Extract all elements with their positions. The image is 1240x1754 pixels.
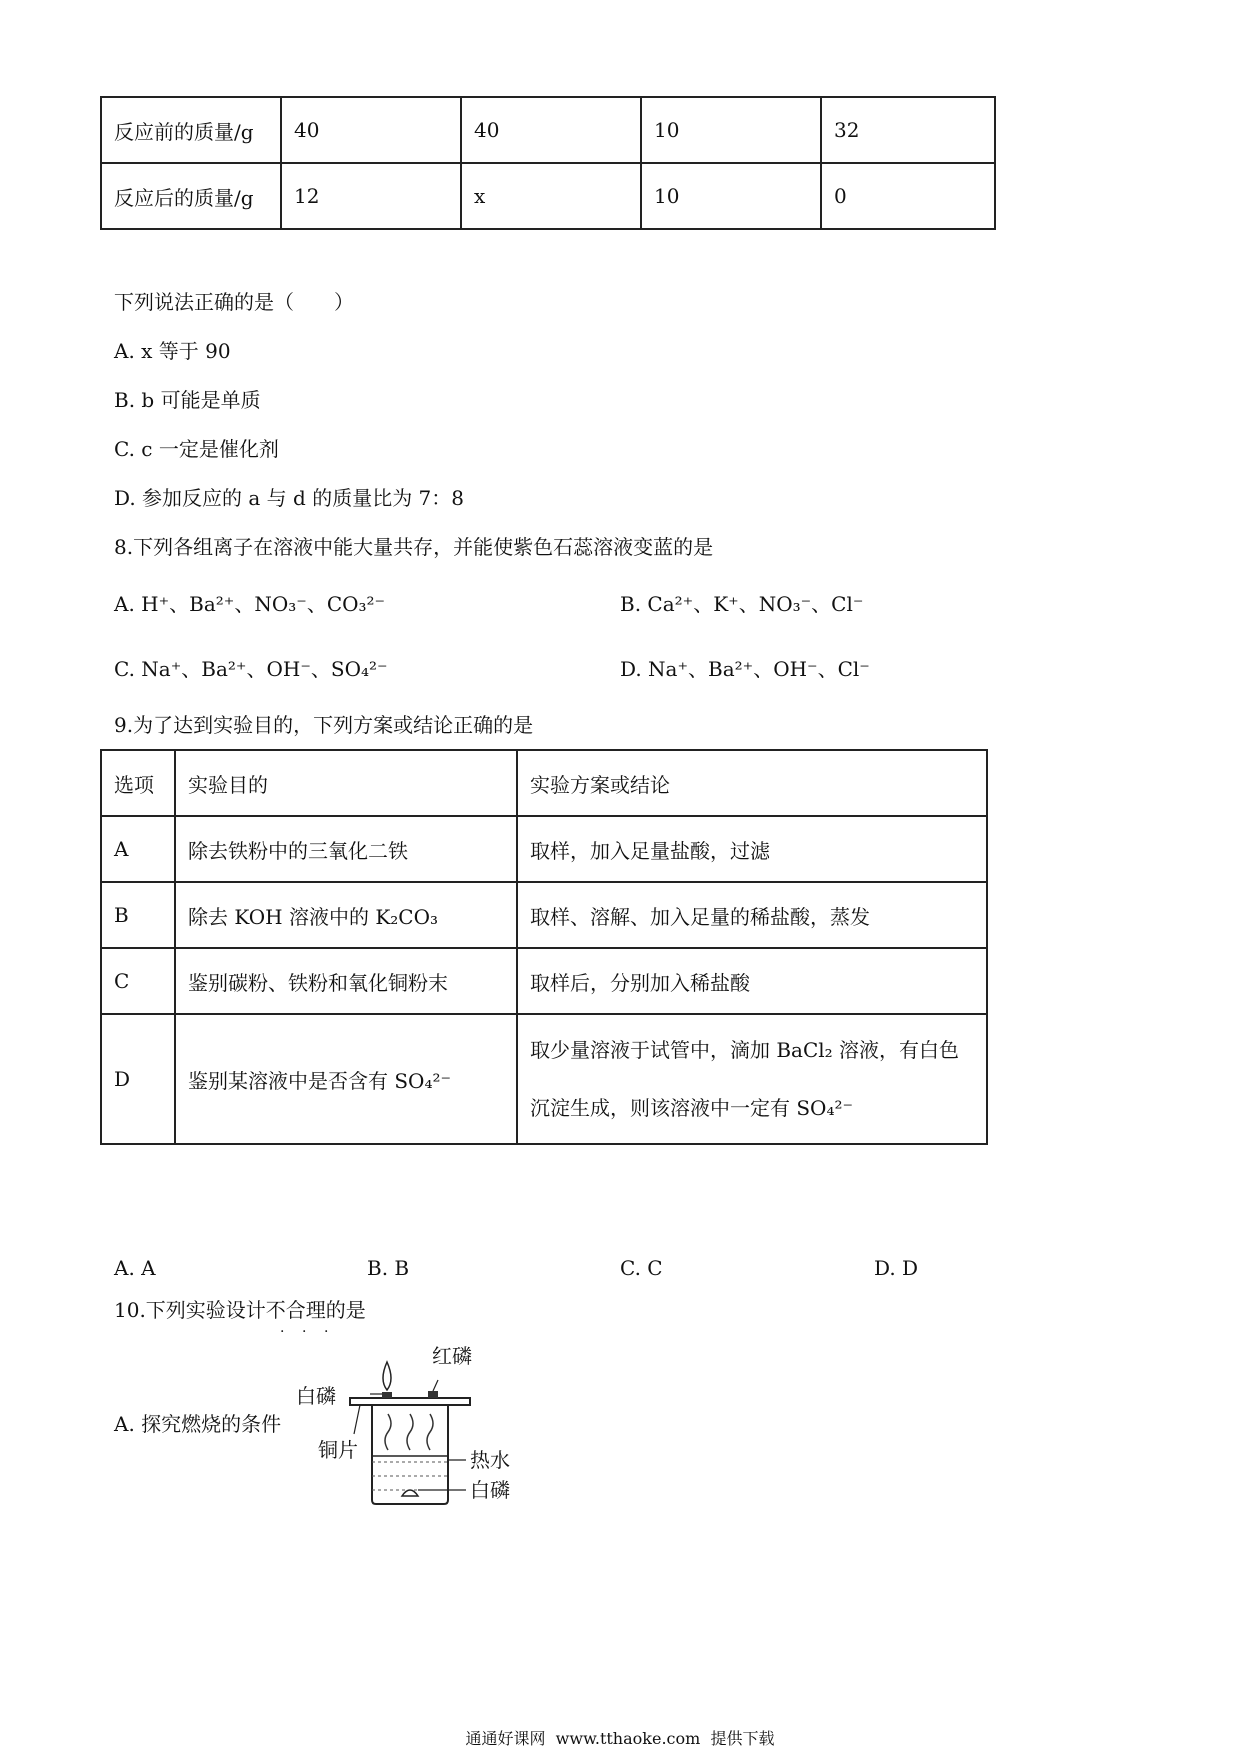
emphasis-dot: · [302,1324,307,1340]
q8-stem: 8.下列各组离子在溶液中能大量共存，并能使紫色石蕊溶液变蓝的是 [114,535,714,559]
row-option: D [101,1014,175,1144]
header-option: 选项 [101,750,175,816]
q9-stem: 9.为了达到实验目的，下列方案或结论正确的是 [114,713,534,737]
copper-plate [350,1398,470,1405]
q7-stem: 下列说法正确的是（ ） [114,290,354,314]
red-phosphorus [428,1391,438,1398]
label-copper-plate: 铜片 [318,1438,358,1462]
table-cell: 0 [821,163,995,229]
table-cell: 10 [641,163,821,229]
row-option: B [101,882,175,948]
q10-option-a: A. 探究燃烧的条件 [114,1412,282,1436]
row-plan-line1: 取少量溶液于试管中，滴加 BaCl₂ 溶液，有白色 [530,1038,960,1062]
header-goal: 实验目的 [175,750,517,816]
q9-answer-d: D. D [874,1256,919,1280]
emphasis-dot: · [324,1324,329,1340]
row-plan [517,1014,987,1144]
flame [383,1362,391,1390]
q10-stem [114,1298,366,1340]
q7-option-a: A. x 等于 90 [114,339,231,363]
q10-stem-text: 10.下列实验设计不合理的是 [114,1298,366,1322]
beaker [372,1405,448,1504]
table-cell: 12 [281,163,461,229]
steam [385,1414,391,1450]
table-cell: 10 [641,97,821,163]
header-plan: 实验方案或结论 [517,750,987,816]
q9-answer-a: A. A [114,1256,156,1280]
row-goal: 鉴别某溶液中是否含有 SO₄²⁻ [175,1014,517,1144]
q7-option-d: D. 参加反应的 a 与 d 的质量比为 7：8 [114,486,464,510]
row-plan-line2: 沉淀生成，则该溶液中一定有 SO₄²⁻ [530,1096,854,1120]
q7-option-b: B. b 可能是单质 [114,388,261,412]
q7-option-c: C. c 一定是催化剂 [114,437,279,461]
row-label: 反应后的质量/g [101,163,281,229]
q8-option-b: B. Ca²⁺、K⁺、NO₃⁻、Cl⁻ [620,592,864,616]
row-goal: 除去铁粉中的三氧化二铁 [175,816,517,882]
q9-answer-b: B. B [367,1256,410,1280]
row-plan: 取样，加入足量盐酸，过滤 [517,816,987,882]
white-phosphorus-underwater [402,1490,418,1496]
table-cell: 40 [461,97,641,163]
q8-option-c: C. Na⁺、Ba²⁺、OH⁻、SO₄²⁻ [114,657,388,681]
row-plan: 取样后，分别加入稀盐酸 [517,948,987,1014]
mass-table [100,96,996,230]
row-goal: 除去 KOH 溶液中的 K₂CO₃ [175,882,517,948]
label-red-phosphorus: 红磷 [432,1344,472,1368]
q8-option-d: D. Na⁺、Ba²⁺、OH⁻、Cl⁻ [620,657,870,681]
page-footer: 通通好课网 www.tthaoke.com 提供下载 [465,1729,775,1748]
row-label: 反应前的质量/g [101,97,281,163]
label-white-phosphorus-bottom: 白磷 [470,1478,510,1502]
row-goal: 鉴别碳粉、铁粉和氧化铜粉末 [175,948,517,1014]
table-cell: 32 [821,97,995,163]
row-plan: 取样、溶解、加入足量的稀盐酸，蒸发 [517,882,987,948]
q9-answer-c: C. C [620,1256,663,1280]
label-hot-water: 热水 [470,1448,510,1472]
emphasis-dot: · [280,1324,285,1340]
label-white-phosphorus-top: 白磷 [296,1384,336,1408]
row-option: A [101,816,175,882]
q8-option-a: A. H⁺、Ba²⁺、NO₃⁻、CO₃²⁻ [114,592,386,616]
table-cell: 40 [281,97,461,163]
row-option: C [101,948,175,1014]
table-cell: x [461,163,641,229]
experiment-table [100,749,988,1145]
